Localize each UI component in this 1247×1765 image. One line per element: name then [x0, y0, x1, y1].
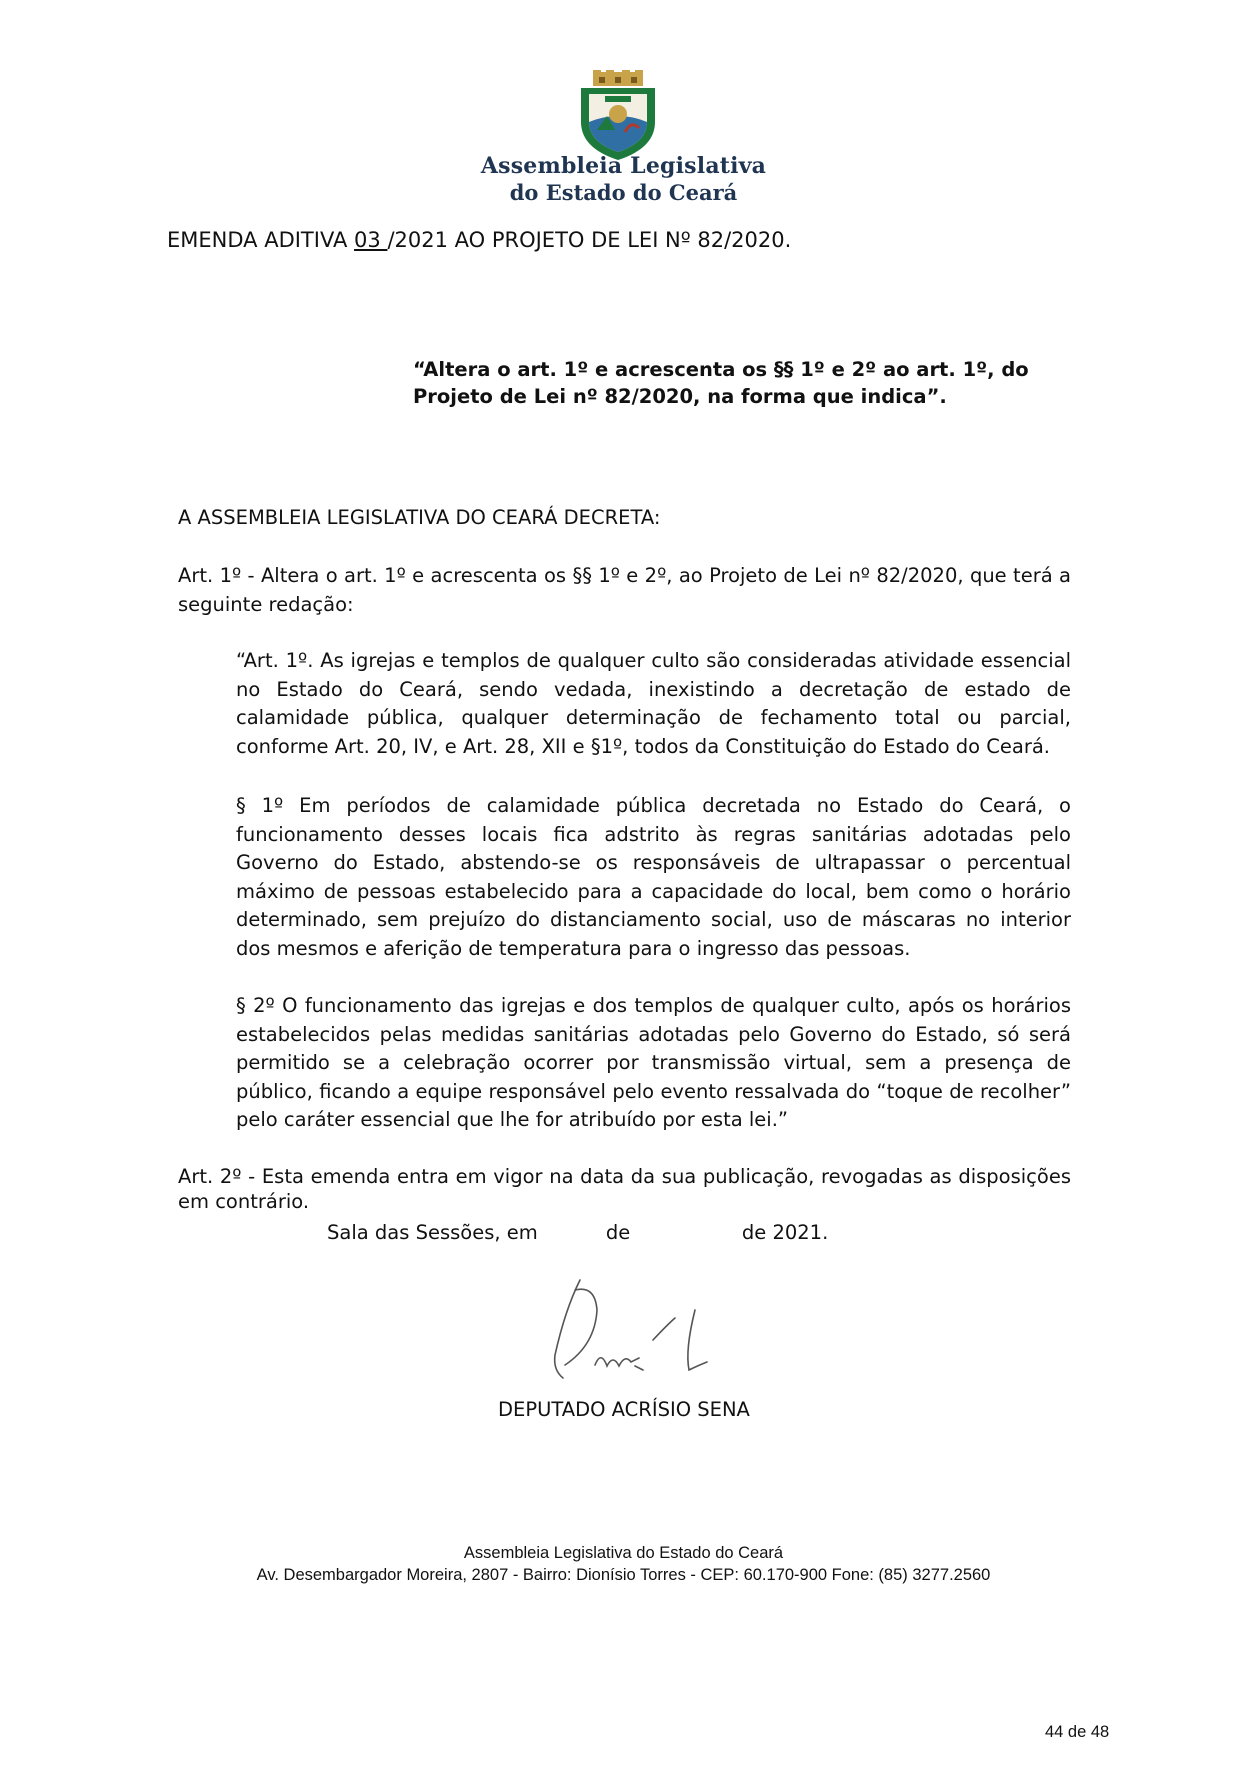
article-1: Art. 1º - Altera o art. 1º e acrescenta os §§ 1º e 2º, ao Projeto de Lei nº 82/2020, que terá a seguinte redação:	[178, 564, 1071, 616]
handwritten-signature	[535, 1270, 725, 1400]
quoted-paragraph-2: § 2º O funcionamento das igrejas e dos templos de qualquer culto, após os horários estabelecidos pelas medidas sanitárias adotadas pelo Governo do Estado, só será permitido se a celebração ocorrer por transmissão virtual, sem a presença de público, ficando a equipe responsável pelo evento ressalvada do “toque de recolher” pelo caráter essencial que lhe for atribuído por esta lei.”	[236, 994, 1071, 1131]
footer-institution: Assembleia Legislativa do Estado do Ceará	[463, 1544, 784, 1562]
title-prefix: EMENDA ADITIVA	[167, 228, 355, 252]
session-date-line: Sala das Sessões, em de de 2021.	[327, 1221, 829, 1244]
footer-address: Av. Desembargador Moreira, 2807 - Bairro: Dionísio Torres - CEP: 60.170-900 Fone: (85) 3277.2560	[256, 1566, 991, 1584]
brand-title-line2: do Estado do Ceará	[509, 180, 738, 205]
quoted-article-1: “Art. 1º. As igrejas e templos de qualquer culto são consideradas atividade essencial no Estado do Ceará, sendo vedada, inexistindo a decretação de estado de calamidade pública, qualquer determinação de fechamento total ou parcial, conforme Art. 20, IV, e Art. 28, XII e §1º, todos da Constituição do Estado do Ceará.	[236, 649, 1071, 758]
document-title	[167, 228, 791, 252]
brand-title-line1: Assembleia Legislativa	[480, 153, 767, 179]
page-number: 44 de 48	[1045, 1723, 1110, 1741]
title-suffix: /2021 AO PROJETO DE LEI Nº 82/2020.	[387, 228, 792, 252]
article-2: Art. 2º - Esta emenda entra em vigor na data da sua publicação, revogadas as disposições em contrário.	[178, 1165, 1071, 1213]
signer-name: DEPUTADO ACRÍSIO SENA	[498, 1398, 750, 1421]
quoted-paragraph-1: § 1º Em períodos de calamidade pública decretada no Estado do Ceará, o funcionamento desses locais fica adstrito às regras sanitárias adotadas pelo Governo do Estado, abstendo-se os responsáveis de ultrapassar o percentual máximo de pessoas estabelecido para a capacidade do local, bem como o horário determinado, sem prejuízo do distanciamento social, uso de máscaras no interior dos mesmos e aferição de temperatura para o ingresso das pessoas.	[236, 794, 1071, 960]
ementa-summary: “Altera o art. 1º e acrescenta os §§ 1º e 2º ao art. 1º, do Projeto de Lei nº 82/2020, na forma que indica”.	[413, 358, 1029, 408]
assembly-seal-logo	[575, 70, 661, 162]
decree-heading: A ASSEMBLEIA LEGISLATIVA DO CEARÁ DECRETA:	[178, 506, 661, 529]
title-number: 03	[354, 228, 388, 252]
